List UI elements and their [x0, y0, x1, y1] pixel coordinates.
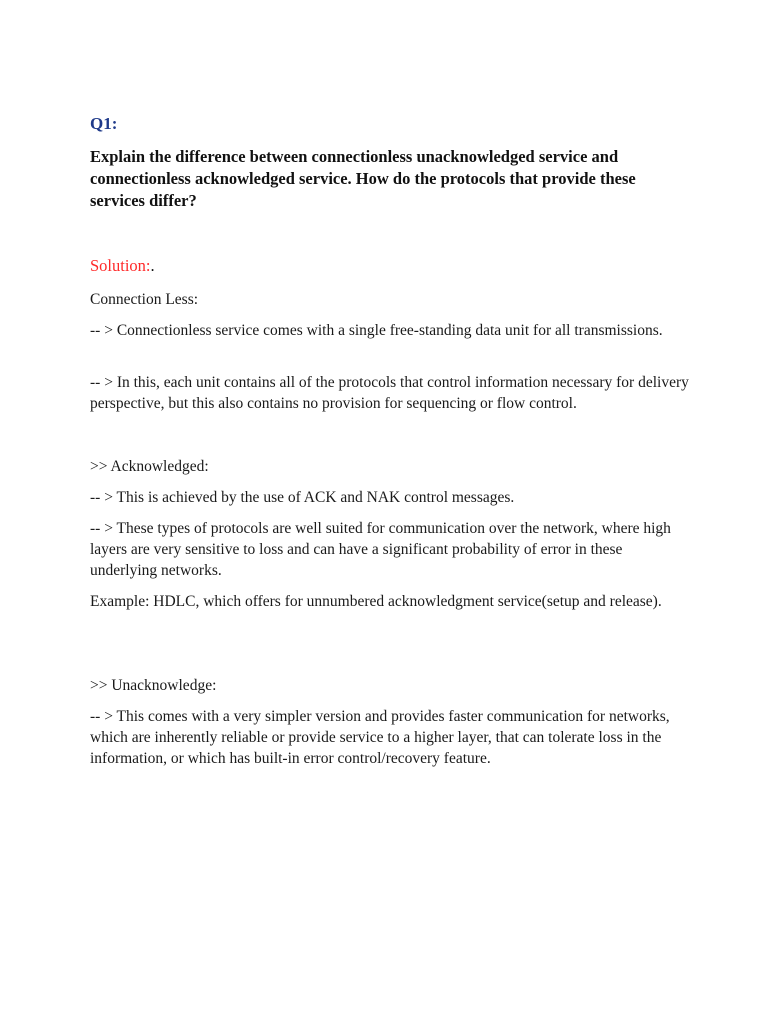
connection-less-heading: Connection Less:: [90, 291, 199, 308]
paragraph-unack-description: -- > This comes with a very simpler version and provides faster communication for networks, which are inherently reliable or provide service to a higher layer, that can tolerate loss in the information, or which has built-in error control/recovery feature.: [90, 708, 670, 767]
paragraph-ack-suitability: -- > These types of protocols are well suited for communication over the network, where high layers are very sensitive to loss and can have a significant probability of error in these underlying networks.: [90, 520, 671, 579]
paragraph-connectionless-unit: -- > Connectionless service comes with a single free-standing data unit for all transmissions.: [90, 322, 663, 339]
paragraph-ack-nak: -- > This is achieved by the use of ACK and NAK control messages.: [90, 489, 515, 506]
paragraph-hdlc-example: Example: HDLC, which offers for unnumbered acknowledgment service(setup and release).: [90, 593, 662, 610]
question-text: Explain the difference between connectionless unacknowledged service and connectionless acknowledged service. How do the protocols that provide these services differ?: [90, 147, 636, 210]
solution-label-dot: .: [150, 256, 155, 275]
solution-label-text: Solution:: [90, 256, 151, 275]
paragraph-connectionless-protocols: -- > In this, each unit contains all of the protocols that control information necessary for delivery perspective, but this also contains no provision for sequencing or flow control.: [90, 374, 689, 412]
question-number: Q1:: [90, 114, 118, 133]
solution-heading: [90, 256, 155, 276]
unacknowledge-heading: >> Unacknowledge:: [90, 677, 217, 694]
acknowledged-heading: >> Acknowledged:: [90, 458, 209, 475]
